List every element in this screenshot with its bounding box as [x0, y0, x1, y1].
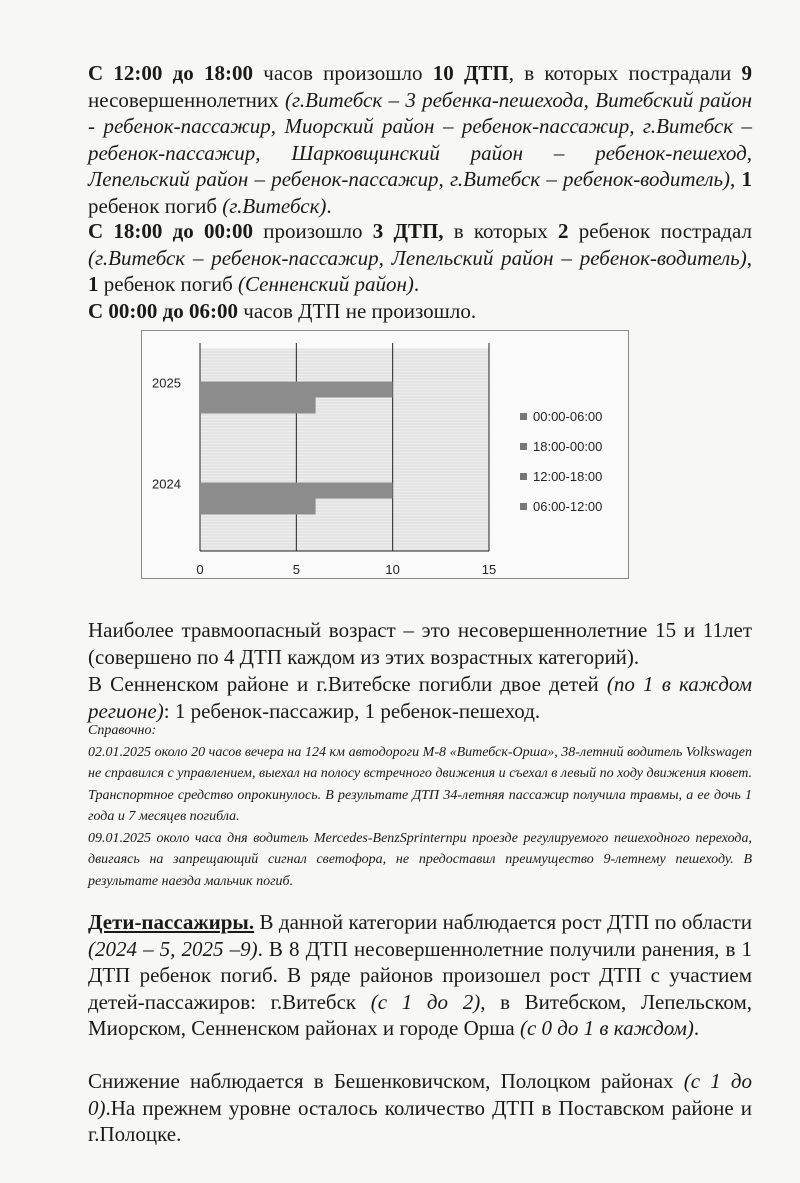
bar-12:00-18:00-2025: [200, 382, 393, 398]
legend-swatch: [520, 473, 527, 480]
text: .На прежнем уровне осталось количество ДТП в Поставском районе и г.Полоцке.: [88, 1095, 752, 1147]
text: В Сенненском районе и г.Витебске погибли двое детей: [88, 672, 607, 696]
x-tick-label: 10: [385, 562, 400, 577]
legend-label: 00:00-06:00: [533, 409, 603, 424]
details: (г.Витебск – ребенок-пассажир, Лепельский район – ребенок-водитель): [88, 245, 747, 270]
died-count: 1: [741, 167, 753, 192]
details: (с 1 до 2): [370, 989, 481, 1014]
details: (г.Витебск): [222, 193, 327, 218]
text: , в которых пострадали: [508, 61, 742, 85]
legend-label: 06:00-12:00: [533, 499, 603, 514]
bar-06:00-12:00-2025: [200, 398, 316, 414]
text: В данной категории наблюдается рост ДТП по области: [254, 910, 752, 934]
text: Снижение наблюдается в Бешенковичском, Полоцком районах: [88, 1069, 684, 1093]
paragraph-00-06: [88, 298, 752, 325]
bar-06:00-12:00-2024: [200, 499, 316, 515]
accident-count: 3 ДТП,: [372, 219, 444, 243]
died-count: 1: [88, 272, 99, 297]
time-range-00-06: С 00:00 до 06:00: [88, 299, 239, 323]
text: .: [326, 193, 332, 218]
x-tick-label: 5: [292, 562, 300, 577]
text: часов произошло: [253, 61, 433, 85]
bar-12:00-18:00-2024: [200, 483, 393, 499]
reference-item-2: 09.01.2025 около часа дня водитель Mercedes-BenzSprinterпри проезде регулируемого пешеходного перехода, двигаясь на запрещающий сигнал светофора, не предоставил преимущество 9-летнему пешеходу. В результате наезда мальчик погиб.: [88, 830, 752, 889]
legend-swatch: [520, 443, 527, 450]
text: : 1 ребенок-пассажир, 1 ребенок-пешеход.: [163, 698, 541, 723]
category-label: 2024: [152, 476, 181, 492]
text: ребенок погиб: [98, 272, 239, 297]
text: ,: [746, 245, 752, 270]
legend-label: 18:00-00:00: [533, 439, 603, 454]
text: , в Витебском, Лепельском, Миорском, Сенненском районах и городе Орша: [88, 989, 752, 1041]
text: . В 8 ДТП несовершеннолетние получили ранения, в 1 ДТП ребенок погиб. В ряде районов произошел рост ДТП с участием детей-пассажиров: г.Витебск: [88, 936, 752, 1014]
text: ,: [730, 167, 742, 192]
time-range-18-00: С 18:00 до 00:00: [88, 219, 253, 243]
details: (с 1 до 0): [88, 1069, 752, 1120]
accidents-chart: [141, 330, 629, 579]
text: часов ДТП не произошло.: [238, 299, 477, 323]
paragraph-decrease: [88, 1068, 752, 1148]
paragraph-12-18: [88, 60, 752, 220]
text: несовершеннолетних: [88, 87, 286, 112]
paragraph-deaths: [88, 671, 752, 724]
details: (2024 – 5, 2025 –9): [88, 936, 258, 961]
chart-svg: [142, 331, 628, 578]
section-heading: Дети-пассажиры.: [88, 910, 255, 934]
text: произошло: [252, 219, 373, 243]
details: (с 0 до 1 в каждом): [519, 1016, 694, 1041]
details: (г.Витебск – 3 ребенка-пешехода, Витебский район - ребенок-пассажир, Миорский район – ребенок-пассажир, г.Витебск – ребенок-пассажир, Шарковщинский район – ребенок-пешеход, Лепельский район – ребенок-пассажир, г.Витебск – ребенок-водитель): [88, 87, 752, 192]
reference-item-1: 02.01.2025 около 20 часов вечера на 124 км автодороги М-8 «Витебск-Орша», 38-летний водитель Volkswagen не справился с управлением, выехал на полосу встречного движения и съехал в левый по ходу движения кювет. Транспортное средство опрокинулось. В результате ДТП 34-летняя пассажир получила травмы, а ее дочь 1 года и 7 месяцев погибла.: [88, 744, 752, 824]
details: (Сенненский район): [238, 272, 414, 297]
text: ребенок погиб: [88, 193, 223, 218]
legend-label: 12:00-18:00: [533, 469, 603, 484]
paragraph-child-passengers: [88, 909, 752, 1042]
details: (по 1 в каждом регионе): [88, 672, 752, 723]
paragraph-age: [88, 617, 752, 670]
x-tick-label: 15: [481, 562, 497, 577]
text: Наиболее травмоопасный возраст – это несовершеннолетние 15 и 11лет (совершено по 4 ДТП каждом из этих возрастных категорий).: [88, 618, 752, 669]
injured-count: 9: [741, 61, 753, 85]
text: в которых: [443, 219, 559, 243]
text: ребенок пострадал: [568, 219, 752, 243]
reference-block: [88, 720, 752, 892]
injured-count: 2: [558, 219, 569, 243]
legend-swatch: [520, 413, 527, 420]
accident-count: 10 ДТП: [432, 61, 509, 85]
paragraph-18-00: [88, 218, 752, 298]
time-range-12-18: С 12:00 до 18:00: [88, 61, 254, 85]
text: .: [693, 1016, 700, 1041]
category-label: 2025: [152, 375, 181, 391]
text: .: [413, 272, 420, 297]
reference-label: Справочно:: [88, 723, 157, 738]
x-tick-label: 0: [196, 562, 204, 577]
legend-swatch: [520, 503, 527, 510]
